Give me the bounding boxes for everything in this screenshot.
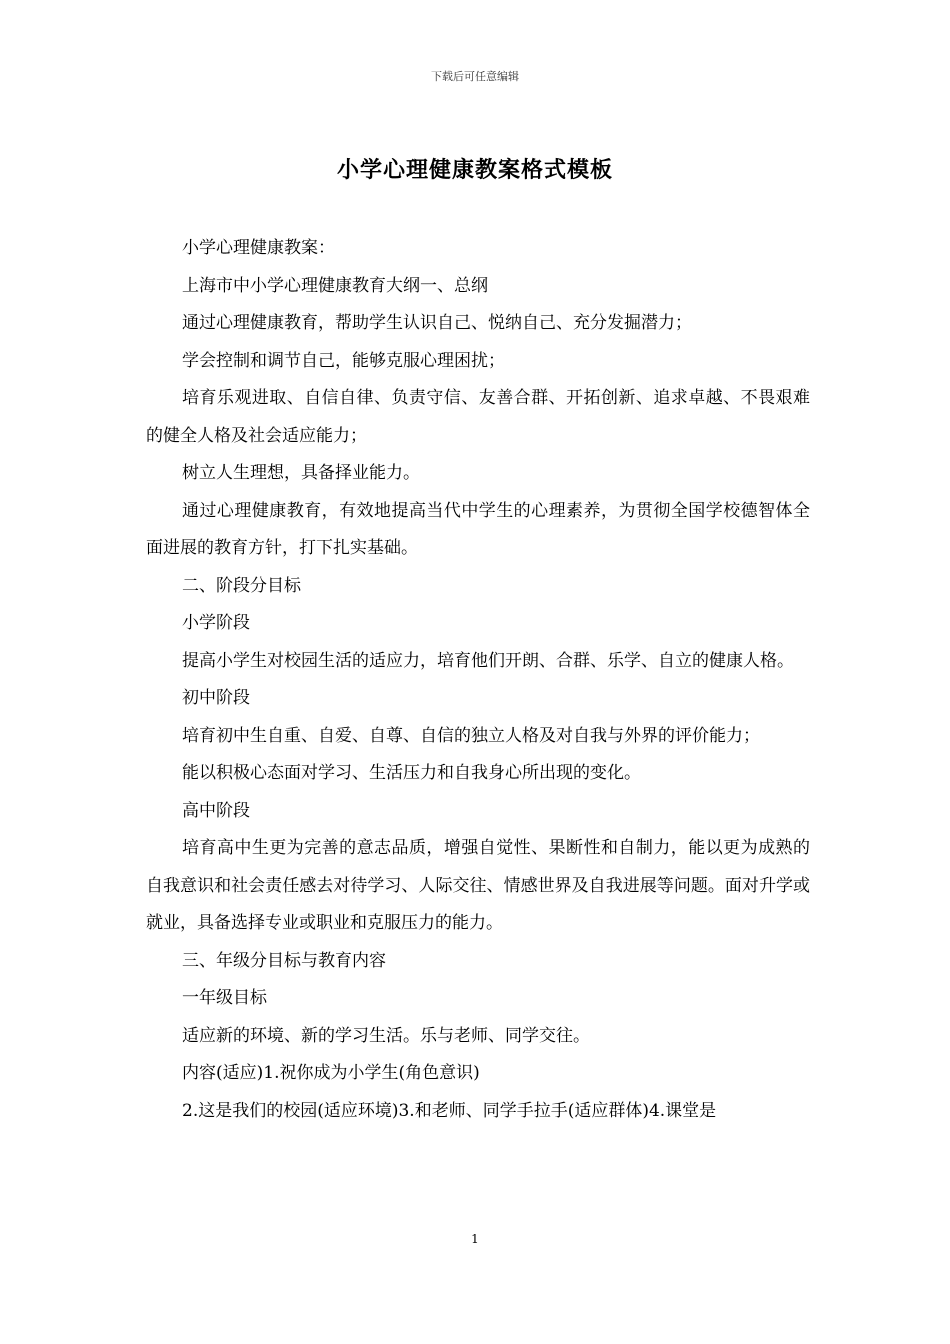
paragraph: 适应新的环境、新的学习生活。乐与老师、同学交往。: [182, 1025, 590, 1046]
section-heading: 三、年级分目标与教育内容: [182, 950, 386, 971]
paragraph: 2.这是我们的校园(适应环境)3.和老师、同学手拉手(适应群体)4.课堂是: [182, 1100, 717, 1121]
paragraph: 培育高中生更为完善的意志品质，增强自觉性、果断性和自制力，能以更为成熟的自我意识和社会责任感去对待学习、人际交往、情感世界及自我进展等问题。面对升学或就业，具备选择专业或职业和克服压力的能力。: [146, 838, 810, 933]
page-number: 1: [471, 1232, 479, 1246]
document-body: [146, 230, 810, 1130]
paragraph: 学会控制和调节自己，能够克服心理困扰；: [182, 350, 505, 371]
paragraph: 培育乐观进取、自信自律、负责守信、友善合群、开拓创新、追求卓越、不畏艰难的健全人格及社会适应能力；: [146, 388, 810, 446]
paragraph: 培育初中生自重、自爱、自尊、自信的独立人格及对自我与外界的评价能力；: [182, 725, 760, 746]
paragraph: 提高小学生对校园生活的适应力，培育他们开朗、合群、乐学、自立的健康人格。: [182, 650, 794, 671]
paragraph: 能以积极心态面对学习、生活压力和自我身心所出现的变化。: [182, 763, 641, 783]
paragraph: 通过心理健康教育，帮助学生认识自己、悦纳自己、充分发掘潜力；: [182, 313, 692, 333]
paragraph: 树立人生理想，具备择业能力。: [182, 463, 420, 483]
paragraph: 上海市中小学心理健康教育大纲一、总纲: [182, 275, 488, 296]
subsection-heading: 小学阶段: [182, 613, 250, 633]
page-header: 下载后可任意编辑: [431, 70, 519, 83]
document-title: 小学心理健康教案格式模板: [336, 158, 613, 183]
paragraph: 小学心理健康教案：: [182, 238, 335, 258]
paragraph: 通过心理健康教育，有效地提高当代中学生的心理素养，为贯彻全国学校德智体全面进展的教育方针，打下扎实基础。: [146, 500, 810, 558]
subsection-heading: 高中阶段: [182, 800, 250, 821]
subsection-heading: 初中阶段: [182, 688, 250, 708]
section-heading: 二、阶段分目标: [182, 575, 301, 596]
subsection-heading: 一年级目标: [182, 988, 267, 1008]
paragraph: 内容(适应)1.祝你成为小学生(角色意识): [182, 1063, 480, 1083]
